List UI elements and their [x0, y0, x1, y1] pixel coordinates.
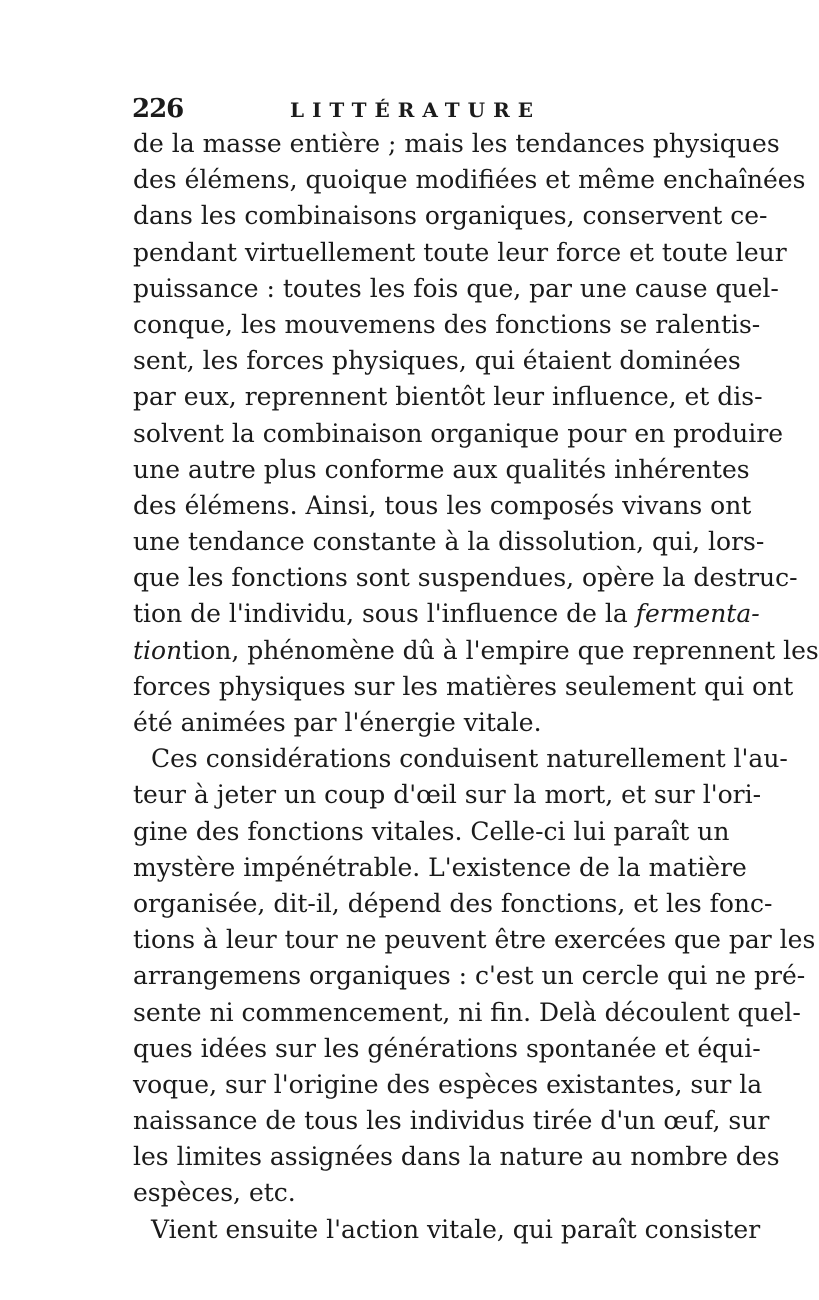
text-line: voque, sur l'origine des espèces existantes, sur la: [133, 1069, 763, 1099]
italic-word: tion: [133, 635, 183, 665]
text-segment: tion de l'individu, sous l'influence de la: [133, 599, 636, 629]
text-line-with-italic: [133, 596, 760, 632]
text-line-with-italic: [133, 633, 819, 669]
text-line: sente ni commencement, ni fin. Delà découlent quel-: [133, 997, 801, 1027]
text-line: dans les combinaisons organiques, conservent ce-: [133, 201, 768, 231]
text-line: que les fonctions sont suspendues, opère la destruc-: [133, 563, 798, 593]
paragraph-start: Vient ensuite l'action vitale, qui paraît consister: [151, 1214, 761, 1244]
running-head: LITTÉRATURE: [290, 98, 541, 122]
text-line: été animées par l'énergie vitale.: [133, 708, 542, 737]
text-line: de la masse entière ; mais les tendances physiques: [133, 129, 780, 158]
text-line: une tendance constante à la dissolution, qui, lors-: [133, 527, 765, 557]
text-line: des élémens, quoique modifiées et même enchaînées: [133, 165, 806, 195]
text-line: sent, les forces physiques, qui étaient dominées: [133, 346, 741, 376]
text-line: arrangemens organiques : c'est un cercle qui ne pré-: [133, 961, 806, 991]
text-line: organisée, dit-il, dépend des fonctions, et les fonc-: [133, 888, 773, 918]
text-line: teur à jeter un coup d'œil sur la mort, et sur l'ori-: [133, 780, 762, 810]
text-line: naissance de tous les individus tirée d'un œuf, sur: [133, 1106, 770, 1136]
italic-word: fermenta-: [635, 599, 760, 629]
text-line: puissance : toutes les fois que, par une cause quel-: [133, 273, 779, 303]
paragraph-start: Ces considérations conduisent naturellement l'au-: [151, 744, 788, 774]
text-line: une autre plus conforme aux qualités inhérentes: [133, 454, 750, 484]
page-number: 226: [132, 94, 184, 124]
text-line: espèces, etc.: [133, 1178, 296, 1208]
text-line: mystère impénétrable. L'existence de la matière: [133, 852, 747, 882]
text-line: pendant virtuellement toute leur force et toute leur: [133, 237, 787, 267]
text-line: ques idées sur les générations spontanée et équi-: [133, 1033, 761, 1063]
text-line: solvent la combinaison organique pour en produire: [133, 418, 784, 448]
text-line: conque, les mouvemens des fonctions se ralentis-: [133, 309, 761, 339]
body-text: [133, 126, 819, 1248]
text-line: gine des fonctions vitales. Celle-ci lui paraît un: [133, 816, 730, 846]
text-line: des élémens. Ainsi, tous les composés vivans ont: [133, 490, 752, 520]
text-line: les limites assignées dans la nature au nombre des: [133, 1142, 780, 1172]
text-segment: tion, phénomène dû à l'empire que reprennent les: [182, 635, 819, 665]
text-line: tions à leur tour ne peuvent être exercées que par les: [133, 925, 816, 955]
text-line: par eux, reprennent bientôt leur influence, et dis-: [133, 382, 763, 412]
text-line: forces physiques sur les matières seulement qui ont: [133, 671, 794, 701]
